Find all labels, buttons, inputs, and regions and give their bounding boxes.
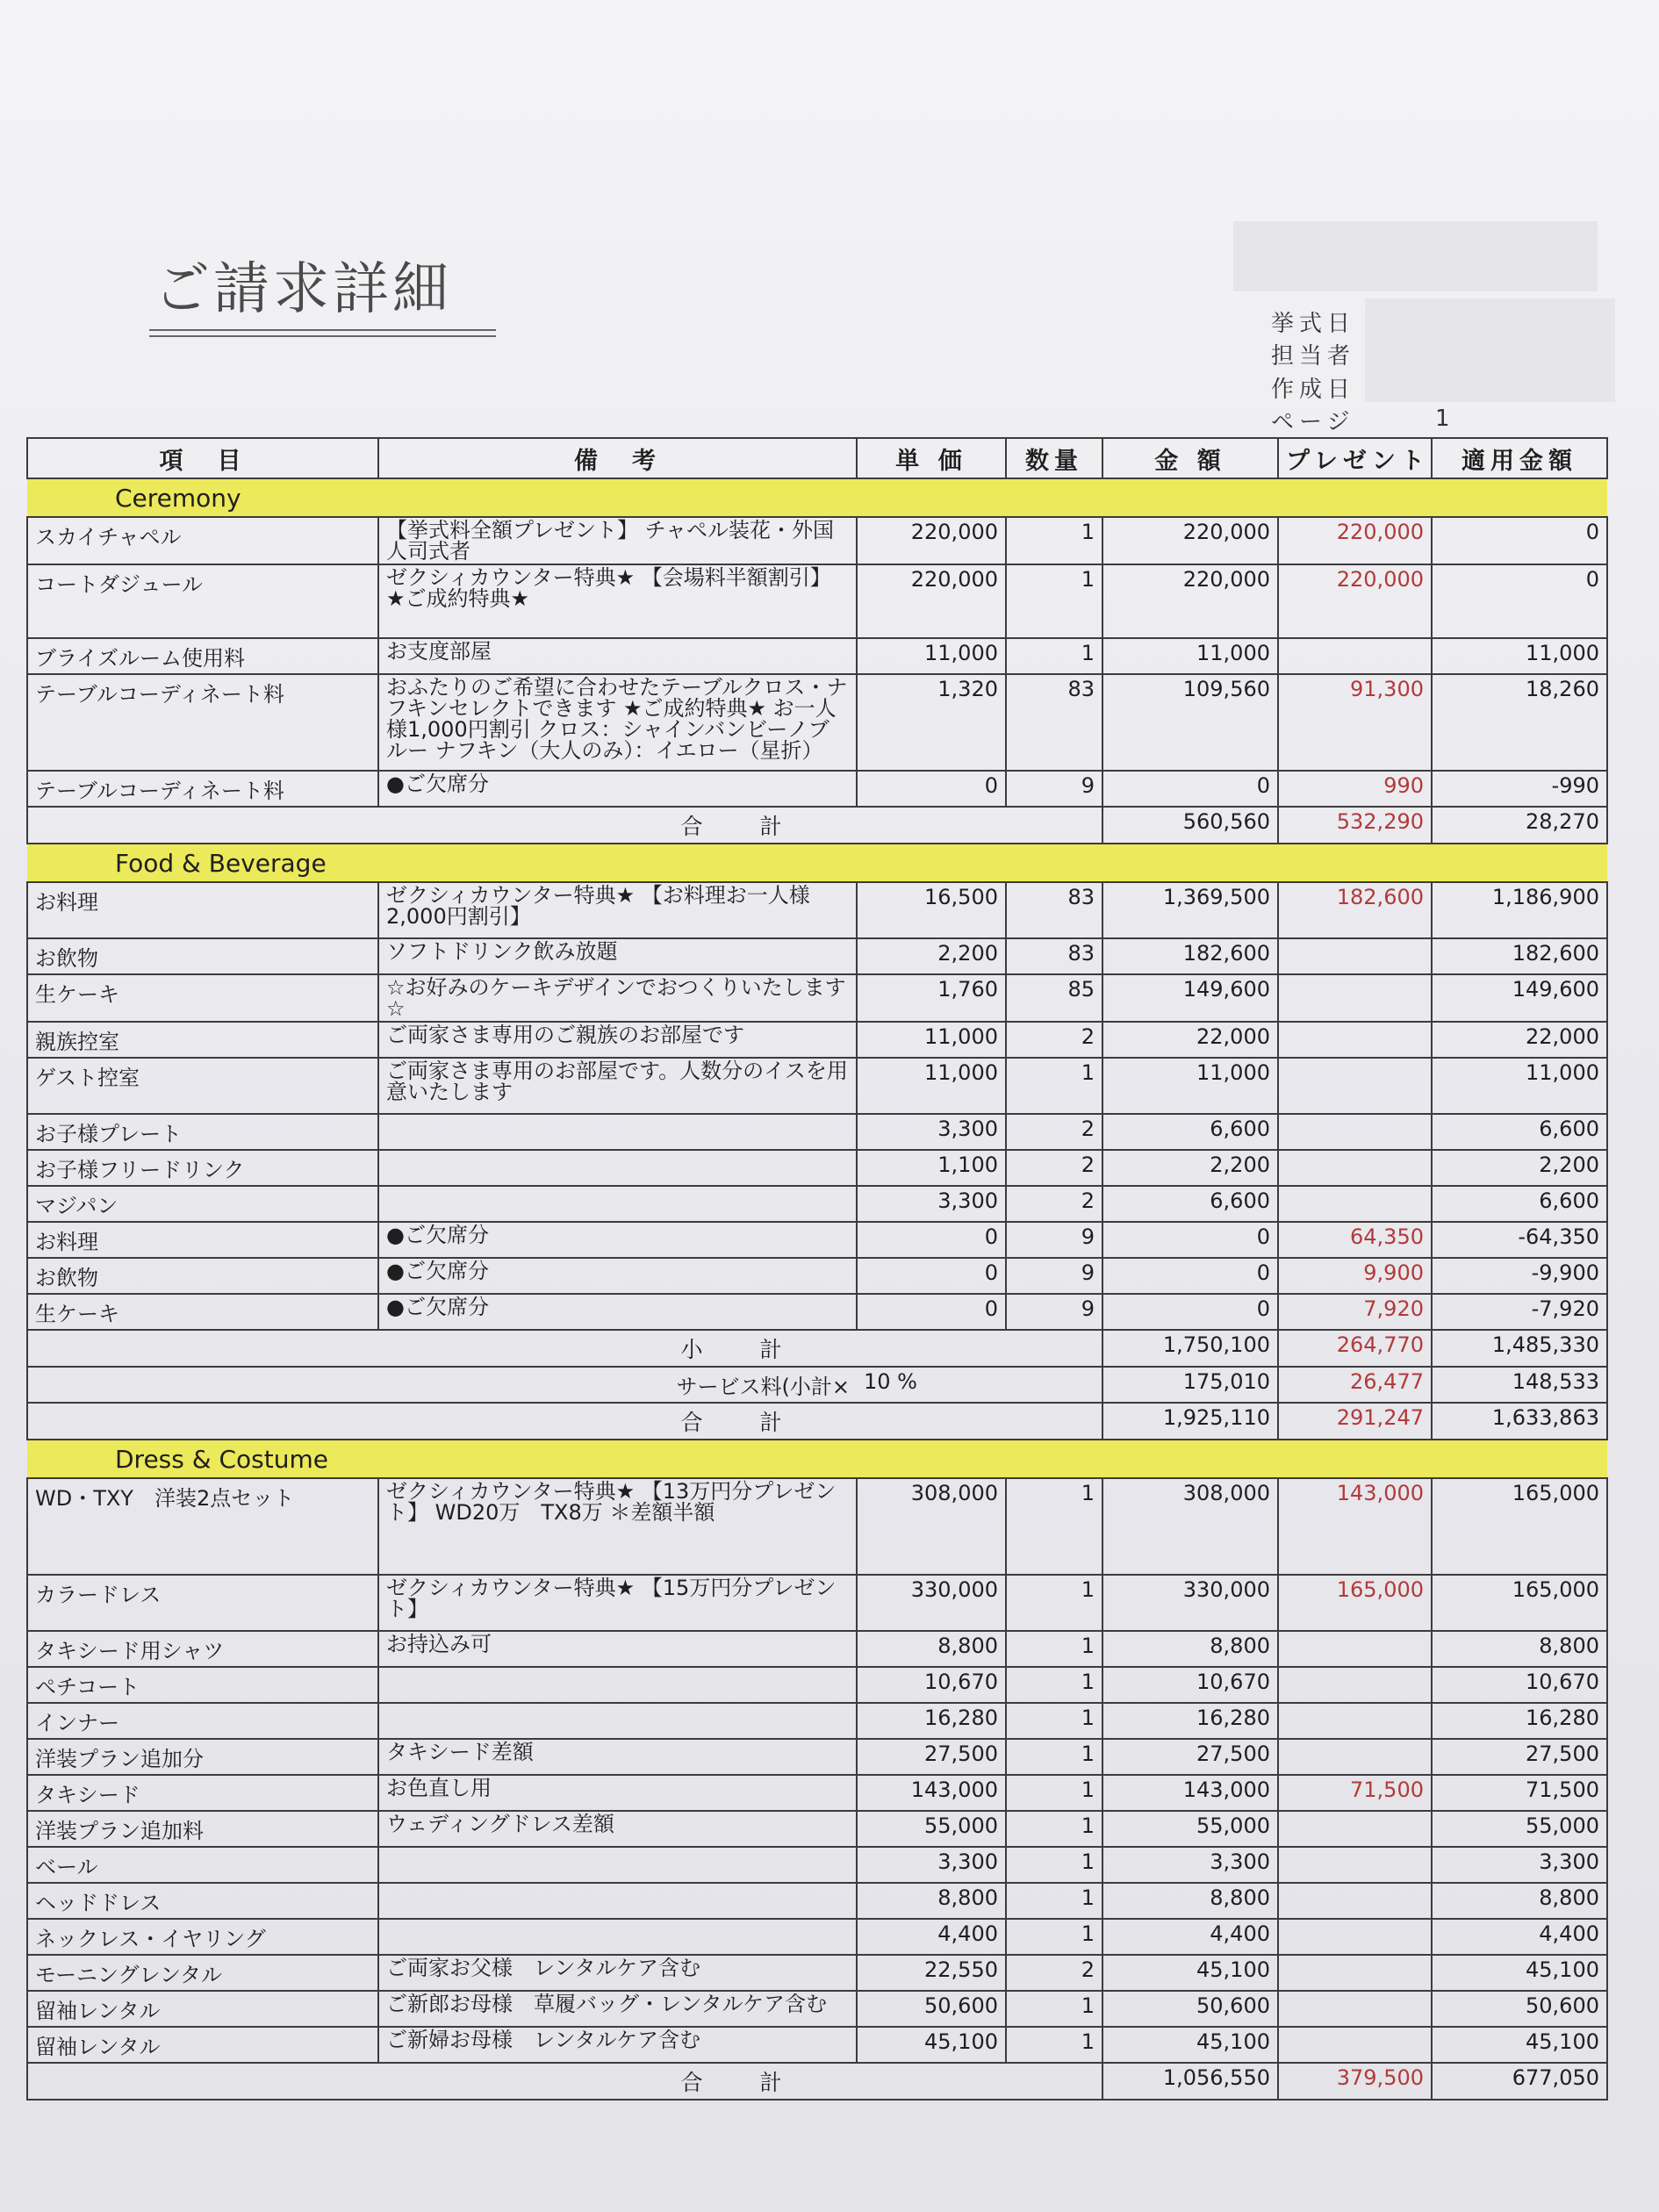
redacted-block bbox=[1233, 221, 1598, 291]
item-name: ネックレス・イヤリング bbox=[27, 1919, 378, 1955]
table-header bbox=[27, 438, 1607, 478]
table-row bbox=[27, 1258, 1607, 1294]
applied-amount: 22,000 bbox=[1432, 1022, 1607, 1058]
title-underline-2 bbox=[149, 335, 496, 337]
quantity: 83 bbox=[1006, 938, 1102, 974]
service-amount: 175,010 bbox=[1102, 1367, 1278, 1403]
amount: 3,300 bbox=[1102, 1847, 1278, 1883]
item-name: 生ケーキ bbox=[27, 974, 378, 1022]
quantity: 1 bbox=[1006, 638, 1102, 674]
applied-amount: 149,600 bbox=[1432, 974, 1607, 1022]
item-note: お色直し用 bbox=[378, 1775, 857, 1811]
applied-amount: -64,350 bbox=[1432, 1222, 1607, 1258]
unit-price: 8,800 bbox=[857, 1883, 1006, 1919]
item-note: ウェディングドレス差額 bbox=[378, 1811, 857, 1847]
amount: 182,600 bbox=[1102, 938, 1278, 974]
applied-amount: 6,600 bbox=[1432, 1114, 1607, 1150]
item-name: お飲物 bbox=[27, 1258, 378, 1294]
applied-amount: 8,800 bbox=[1432, 1631, 1607, 1667]
amount: 1,369,500 bbox=[1102, 882, 1278, 938]
applied-amount: 45,100 bbox=[1432, 2027, 1607, 2063]
unit-price: 0 bbox=[857, 1258, 1006, 1294]
amount: 143,000 bbox=[1102, 1775, 1278, 1811]
present-amount bbox=[1278, 1150, 1432, 1186]
amount: 45,100 bbox=[1102, 1955, 1278, 1991]
quantity: 1 bbox=[1006, 1058, 1102, 1114]
quantity: 1 bbox=[1006, 1919, 1102, 1955]
present-amount: 7,920 bbox=[1278, 1294, 1432, 1330]
col-amount: 金 額 bbox=[1102, 438, 1278, 478]
applied-amount: 45,100 bbox=[1432, 1955, 1607, 1991]
unit-price: 16,500 bbox=[857, 882, 1006, 938]
table-row bbox=[27, 517, 1607, 564]
table-row bbox=[27, 1478, 1607, 1575]
quantity: 2 bbox=[1006, 1955, 1102, 1991]
quantity: 9 bbox=[1006, 1258, 1102, 1294]
applied-amount: 16,280 bbox=[1432, 1703, 1607, 1739]
amount: 0 bbox=[1102, 771, 1278, 807]
table-row bbox=[27, 1739, 1607, 1775]
item-note: ご両家お父様 レンタルケア含む bbox=[378, 1955, 857, 1991]
quantity: 1 bbox=[1006, 1631, 1102, 1667]
item-note: ●ご欠席分 bbox=[378, 1258, 857, 1294]
amount: 220,000 bbox=[1102, 517, 1278, 564]
table-row bbox=[27, 1919, 1607, 1955]
quantity: 1 bbox=[1006, 2027, 1102, 2063]
item-name: お料理 bbox=[27, 1222, 378, 1258]
item-name: お子様フリードリンク bbox=[27, 1150, 378, 1186]
item-note: ご両家さま専用のご親族のお部屋です bbox=[378, 1022, 857, 1058]
applied-amount: -990 bbox=[1432, 771, 1607, 807]
amount: 10,670 bbox=[1102, 1667, 1278, 1703]
subtotal-amount: 1,750,100 bbox=[1102, 1330, 1278, 1367]
applied-amount: 182,600 bbox=[1432, 938, 1607, 974]
food-rows bbox=[27, 882, 1607, 1330]
applied-amount: 11,000 bbox=[1432, 1058, 1607, 1114]
item-name: ベール bbox=[27, 1847, 378, 1883]
table-row bbox=[27, 1058, 1607, 1114]
redacted-block bbox=[1365, 298, 1615, 402]
table-row bbox=[27, 1991, 1607, 2027]
quantity: 1 bbox=[1006, 1775, 1102, 1811]
applied-amount: 71,500 bbox=[1432, 1775, 1607, 1811]
section-header-food: Food & Beverage bbox=[27, 844, 1607, 882]
item-note bbox=[378, 1883, 857, 1919]
item-name: テーブルコーディネート料 bbox=[27, 674, 378, 771]
amount: 55,000 bbox=[1102, 1811, 1278, 1847]
unit-price: 22,550 bbox=[857, 1955, 1006, 1991]
quantity: 1 bbox=[1006, 517, 1102, 564]
item-name: タキシード用シャツ bbox=[27, 1631, 378, 1667]
present-amount: 71,500 bbox=[1278, 1775, 1432, 1811]
present-amount: 91,300 bbox=[1278, 674, 1432, 771]
amount: 6,600 bbox=[1102, 1114, 1278, 1150]
subtotal-applied: 1,485,330 bbox=[1432, 1330, 1607, 1367]
item-note: ●ご欠席分 bbox=[378, 1294, 857, 1330]
unit-price: 330,000 bbox=[857, 1575, 1006, 1631]
item-note: ゼクシィカウンター特典★ 【13万円分プレゼント】 WD20万 TX8万 ＊差額半額 bbox=[378, 1478, 857, 1575]
item-name: ブライズルーム使用料 bbox=[27, 638, 378, 674]
total-label: 合 計 bbox=[378, 1403, 1102, 1440]
item-name: テーブルコーディネート料 bbox=[27, 771, 378, 807]
col-unit-price: 単 価 bbox=[857, 438, 1006, 478]
applied-amount: 165,000 bbox=[1432, 1478, 1607, 1575]
amount: 22,000 bbox=[1102, 1022, 1278, 1058]
quantity: 9 bbox=[1006, 1294, 1102, 1330]
amount: 0 bbox=[1102, 1258, 1278, 1294]
item-name: 親族控室 bbox=[27, 1022, 378, 1058]
quantity: 1 bbox=[1006, 1667, 1102, 1703]
unit-price: 0 bbox=[857, 1222, 1006, 1258]
unit-price: 308,000 bbox=[857, 1478, 1006, 1575]
present-amount bbox=[1278, 1058, 1432, 1114]
present-amount: 143,000 bbox=[1278, 1478, 1432, 1575]
item-note bbox=[378, 1847, 857, 1883]
present-amount bbox=[1278, 1955, 1432, 1991]
table-row bbox=[27, 882, 1607, 938]
unit-price: 27,500 bbox=[857, 1739, 1006, 1775]
present-amount bbox=[1278, 2027, 1432, 2063]
service-rate: 10 % bbox=[857, 1367, 1102, 1403]
table-row bbox=[27, 1186, 1607, 1222]
present-amount: 182,600 bbox=[1278, 882, 1432, 938]
unit-price: 55,000 bbox=[857, 1811, 1006, 1847]
table-row bbox=[27, 1631, 1607, 1667]
total-amount: 1,056,550 bbox=[1102, 2063, 1278, 2100]
present-amount bbox=[1278, 1186, 1432, 1222]
present-amount bbox=[1278, 974, 1432, 1022]
service-applied: 148,533 bbox=[1432, 1367, 1607, 1403]
item-name: 洋装プラン追加料 bbox=[27, 1811, 378, 1847]
amount: 8,800 bbox=[1102, 1631, 1278, 1667]
table-row bbox=[27, 1811, 1607, 1847]
total-present: 291,247 bbox=[1278, 1403, 1432, 1440]
applied-amount: 6,600 bbox=[1432, 1186, 1607, 1222]
present-amount: 220,000 bbox=[1278, 564, 1432, 638]
item-note: ご両家さま専用のお部屋です。人数分のイスを用意いたします bbox=[378, 1058, 857, 1114]
total-amount: 1,925,110 bbox=[1102, 1403, 1278, 1440]
applied-amount: 3,300 bbox=[1432, 1847, 1607, 1883]
table-row bbox=[27, 1222, 1607, 1258]
item-note: ご新郎お母様 草履バッグ・レンタルケア含む bbox=[378, 1991, 857, 2027]
table-row bbox=[27, 1294, 1607, 1330]
present-amount: 9,900 bbox=[1278, 1258, 1432, 1294]
applied-amount: 18,260 bbox=[1432, 674, 1607, 771]
item-note bbox=[378, 1114, 857, 1150]
amount: 45,100 bbox=[1102, 2027, 1278, 2063]
unit-price: 8,800 bbox=[857, 1631, 1006, 1667]
unit-price: 16,280 bbox=[857, 1703, 1006, 1739]
applied-amount: -7,920 bbox=[1432, 1294, 1607, 1330]
amount: 0 bbox=[1102, 1294, 1278, 1330]
unit-price: 0 bbox=[857, 771, 1006, 807]
quantity: 1 bbox=[1006, 1703, 1102, 1739]
applied-amount: 0 bbox=[1432, 517, 1607, 564]
unit-price: 3,300 bbox=[857, 1186, 1006, 1222]
dress-total-row bbox=[27, 2063, 1607, 2100]
table-row bbox=[27, 1703, 1607, 1739]
quantity: 1 bbox=[1006, 1847, 1102, 1883]
table-row bbox=[27, 1667, 1607, 1703]
item-name: コートダジュール bbox=[27, 564, 378, 638]
table-row bbox=[27, 1150, 1607, 1186]
dress-rows bbox=[27, 1478, 1607, 2063]
applied-amount: 1,186,900 bbox=[1432, 882, 1607, 938]
item-name: 留袖レンタル bbox=[27, 1991, 378, 2027]
item-note bbox=[378, 1150, 857, 1186]
unit-price: 143,000 bbox=[857, 1775, 1006, 1811]
unit-price: 3,300 bbox=[857, 1114, 1006, 1150]
present-amount bbox=[1278, 1631, 1432, 1667]
amount: 220,000 bbox=[1102, 564, 1278, 638]
staff-label: 担当者 bbox=[1271, 343, 1356, 370]
item-name: ヘッドドレス bbox=[27, 1883, 378, 1919]
present-amount bbox=[1278, 1847, 1432, 1883]
applied-amount: 50,600 bbox=[1432, 1991, 1607, 2027]
unit-price: 11,000 bbox=[857, 1022, 1006, 1058]
quantity: 1 bbox=[1006, 1811, 1102, 1847]
table-row bbox=[27, 1575, 1607, 1631]
amount: 16,280 bbox=[1102, 1703, 1278, 1739]
food-service-row bbox=[27, 1367, 1607, 1403]
present-amount: 165,000 bbox=[1278, 1575, 1432, 1631]
present-amount: 220,000 bbox=[1278, 517, 1432, 564]
applied-amount: -9,900 bbox=[1432, 1258, 1607, 1294]
quantity: 1 bbox=[1006, 1739, 1102, 1775]
item-note: おふたりのご希望に合わせたテーブルクロス・ナフキンセレクトできます ★ご成約特典★ お一人様1,000円割引 クロス：シャインバンビーノブルー ナフキン（大人のみ）：イエロー（星折） bbox=[378, 674, 857, 771]
unit-price: 11,000 bbox=[857, 1058, 1006, 1114]
amount: 308,000 bbox=[1102, 1478, 1278, 1575]
item-name: マジパン bbox=[27, 1186, 378, 1222]
item-name: WD・TXY 洋装2点セット bbox=[27, 1478, 378, 1575]
present-amount bbox=[1278, 1811, 1432, 1847]
quantity: 1 bbox=[1006, 1575, 1102, 1631]
quantity: 85 bbox=[1006, 974, 1102, 1022]
quantity: 2 bbox=[1006, 1114, 1102, 1150]
item-note: 【挙式料全額プレゼント】 チャペル装花・外国人司式者 bbox=[378, 517, 857, 564]
section-header-ceremony: Ceremony bbox=[27, 478, 1607, 517]
ceremony-rows bbox=[27, 517, 1607, 807]
quantity: 1 bbox=[1006, 1991, 1102, 2027]
table-row bbox=[27, 1022, 1607, 1058]
unit-price: 45,100 bbox=[857, 2027, 1006, 2063]
amount: 11,000 bbox=[1102, 1058, 1278, 1114]
service-present: 26,477 bbox=[1278, 1367, 1432, 1403]
quantity: 9 bbox=[1006, 771, 1102, 807]
page-title: ご請求詳細 bbox=[154, 257, 452, 322]
col-present: プレゼント bbox=[1278, 438, 1432, 478]
present-amount bbox=[1278, 1114, 1432, 1150]
item-note bbox=[378, 1919, 857, 1955]
present-amount bbox=[1278, 1739, 1432, 1775]
item-name: インナー bbox=[27, 1703, 378, 1739]
total-applied: 677,050 bbox=[1432, 2063, 1607, 2100]
applied-amount: 10,670 bbox=[1432, 1667, 1607, 1703]
item-note: お持込み可 bbox=[378, 1631, 857, 1667]
unit-price: 3,300 bbox=[857, 1847, 1006, 1883]
title-underline bbox=[149, 329, 496, 331]
food-total-row bbox=[27, 1403, 1607, 1440]
applied-amount: 165,000 bbox=[1432, 1575, 1607, 1631]
page-label: ページ bbox=[1271, 409, 1355, 435]
ceremony-date-label: 挙式日 bbox=[1271, 311, 1356, 337]
total-present: 379,500 bbox=[1278, 2063, 1432, 2100]
item-name: モーニングレンタル bbox=[27, 1955, 378, 1991]
applied-amount: 8,800 bbox=[1432, 1883, 1607, 1919]
present-amount bbox=[1278, 1991, 1432, 2027]
item-name: お料理 bbox=[27, 882, 378, 938]
unit-price: 11,000 bbox=[857, 638, 1006, 674]
amount: 8,800 bbox=[1102, 1883, 1278, 1919]
item-note: ●ご欠席分 bbox=[378, 1222, 857, 1258]
item-note bbox=[378, 1186, 857, 1222]
quantity: 1 bbox=[1006, 564, 1102, 638]
col-applied: 適用金額 bbox=[1432, 438, 1607, 478]
amount: 0 bbox=[1102, 1222, 1278, 1258]
item-name: 留袖レンタル bbox=[27, 2027, 378, 2063]
table-row bbox=[27, 674, 1607, 771]
total-label: 合 計 bbox=[378, 807, 1102, 844]
item-name: カラードレス bbox=[27, 1575, 378, 1631]
ceremony-total-row bbox=[27, 807, 1607, 844]
unit-price: 1,320 bbox=[857, 674, 1006, 771]
quantity: 2 bbox=[1006, 1186, 1102, 1222]
item-name: スカイチャペル bbox=[27, 517, 378, 564]
subtotal-label: 小 計 bbox=[378, 1330, 1102, 1367]
page-number: 1 bbox=[1435, 406, 1450, 432]
quantity: 83 bbox=[1006, 882, 1102, 938]
item-note bbox=[378, 1667, 857, 1703]
amount: 50,600 bbox=[1102, 1991, 1278, 2027]
present-amount bbox=[1278, 638, 1432, 674]
table-row bbox=[27, 638, 1607, 674]
table-row bbox=[27, 1883, 1607, 1919]
total-applied: 1,633,863 bbox=[1432, 1403, 1607, 1440]
total-present: 532,290 bbox=[1278, 807, 1432, 844]
table-row bbox=[27, 1114, 1607, 1150]
invoice-table bbox=[26, 437, 1608, 2101]
col-qty: 数量 bbox=[1006, 438, 1102, 478]
applied-amount: 11,000 bbox=[1432, 638, 1607, 674]
quantity: 2 bbox=[1006, 1150, 1102, 1186]
item-note: ☆お好みのケーキデザインでおつくりいたします☆ bbox=[378, 974, 857, 1022]
total-applied: 28,270 bbox=[1432, 807, 1607, 844]
quantity: 1 bbox=[1006, 1883, 1102, 1919]
amount: 6,600 bbox=[1102, 1186, 1278, 1222]
item-note: ゼクシィカウンター特典★ 【お料理お一人様2,000円割引】 bbox=[378, 882, 857, 938]
table-row bbox=[27, 1955, 1607, 1991]
unit-price: 2,200 bbox=[857, 938, 1006, 974]
unit-price: 1,760 bbox=[857, 974, 1006, 1022]
unit-price: 1,100 bbox=[857, 1150, 1006, 1186]
food-subtotal-row bbox=[27, 1330, 1607, 1367]
unit-price: 50,600 bbox=[857, 1991, 1006, 2027]
quantity: 2 bbox=[1006, 1022, 1102, 1058]
table-row bbox=[27, 938, 1607, 974]
item-name: お飲物 bbox=[27, 938, 378, 974]
item-name: ゲスト控室 bbox=[27, 1058, 378, 1114]
table-row bbox=[27, 1775, 1607, 1811]
unit-price: 220,000 bbox=[857, 564, 1006, 638]
table-row bbox=[27, 771, 1607, 807]
applied-amount: 27,500 bbox=[1432, 1739, 1607, 1775]
item-note: ソフトドリンク飲み放題 bbox=[378, 938, 857, 974]
present-amount bbox=[1278, 1919, 1432, 1955]
applied-amount: 0 bbox=[1432, 564, 1607, 638]
table-row bbox=[27, 974, 1607, 1022]
present-amount bbox=[1278, 1667, 1432, 1703]
item-note: ゼクシィカウンター特典★ 【会場料半額割引】 ★ご成約特典★ bbox=[378, 564, 857, 638]
applied-amount: 2,200 bbox=[1432, 1150, 1607, 1186]
present-amount bbox=[1278, 938, 1432, 974]
amount: 109,560 bbox=[1102, 674, 1278, 771]
applied-amount: 4,400 bbox=[1432, 1919, 1607, 1955]
amount: 4,400 bbox=[1102, 1919, 1278, 1955]
quantity: 9 bbox=[1006, 1222, 1102, 1258]
item-name: ペチコート bbox=[27, 1667, 378, 1703]
item-name: お子様プレート bbox=[27, 1114, 378, 1150]
amount: 149,600 bbox=[1102, 974, 1278, 1022]
present-amount: 990 bbox=[1278, 771, 1432, 807]
item-note: お支度部屋 bbox=[378, 638, 857, 674]
subtotal-present: 264,770 bbox=[1278, 1330, 1432, 1367]
unit-price: 220,000 bbox=[857, 517, 1006, 564]
table-row bbox=[27, 2027, 1607, 2063]
present-amount bbox=[1278, 1022, 1432, 1058]
item-name: 洋装プラン追加分 bbox=[27, 1739, 378, 1775]
section-header-dress: Dress & Costume bbox=[27, 1440, 1607, 1478]
table-row bbox=[27, 1847, 1607, 1883]
present-amount bbox=[1278, 1883, 1432, 1919]
amount: 330,000 bbox=[1102, 1575, 1278, 1631]
item-note: ご新婦お母様 レンタルケア含む bbox=[378, 2027, 857, 2063]
col-remarks: 備 考 bbox=[378, 438, 857, 478]
unit-price: 4,400 bbox=[857, 1919, 1006, 1955]
item-note: ゼクシィカウンター特典★ 【15万円分プレゼント】 bbox=[378, 1575, 857, 1631]
table-row bbox=[27, 564, 1607, 638]
service-label: サービス料(小計× bbox=[378, 1367, 857, 1403]
amount: 11,000 bbox=[1102, 638, 1278, 674]
item-note: ●ご欠席分 bbox=[378, 771, 857, 807]
quantity: 83 bbox=[1006, 674, 1102, 771]
item-note: タキシード差額 bbox=[378, 1739, 857, 1775]
amount: 2,200 bbox=[1102, 1150, 1278, 1186]
present-amount bbox=[1278, 1703, 1432, 1739]
total-label: 合 計 bbox=[378, 2063, 1102, 2100]
item-name: 生ケーキ bbox=[27, 1294, 378, 1330]
col-item: 項 目 bbox=[27, 438, 378, 478]
present-amount: 64,350 bbox=[1278, 1222, 1432, 1258]
created-date-label: 作成日 bbox=[1271, 377, 1356, 403]
unit-price: 10,670 bbox=[857, 1667, 1006, 1703]
unit-price: 0 bbox=[857, 1294, 1006, 1330]
total-amount: 560,560 bbox=[1102, 807, 1278, 844]
quantity: 1 bbox=[1006, 1478, 1102, 1575]
amount: 27,500 bbox=[1102, 1739, 1278, 1775]
item-name: タキシード bbox=[27, 1775, 378, 1811]
item-note bbox=[378, 1703, 857, 1739]
applied-amount: 55,000 bbox=[1432, 1811, 1607, 1847]
